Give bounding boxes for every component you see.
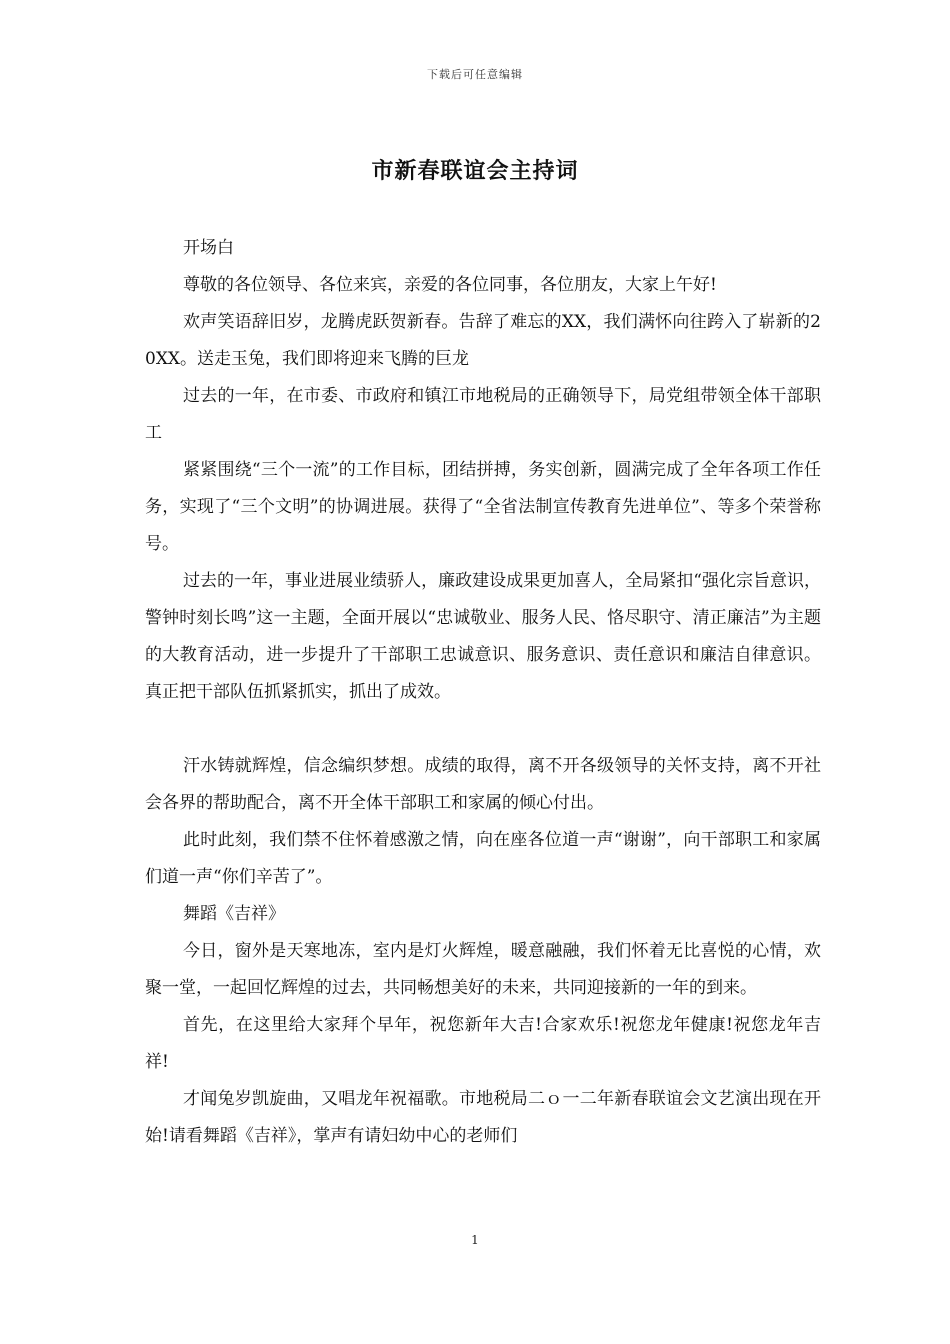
paragraph-opening: 开场白 bbox=[183, 238, 234, 258]
paragraph-work-goals: 紧紧围绕“三个一流”的工作目标，团结拼搏，务实创新，圆满完成了全年各项工作任务，实现了“三个文明”的协调进展。获得了“全省法制宣传教育先进单位”、等多个荣誉称号。 bbox=[145, 460, 821, 554]
page-header-note: 下载后可任意编辑 bbox=[427, 68, 523, 81]
paragraph-dance-title: 舞蹈《吉祥》 bbox=[183, 904, 285, 924]
page-number: 1 bbox=[471, 1233, 479, 1247]
paragraph-greeting: 尊敬的各位领导、各位来宾，亲爱的各位同事，各位朋友，大家上午好! bbox=[183, 275, 717, 295]
paragraph-past-year-leadership: 过去的一年，在市委、市政府和镇江市地税局的正确领导下，局党组带领全体干部职工 bbox=[145, 386, 821, 443]
paragraph-new-year: 欢声笑语辞旧岁，龙腾虎跃贺新春。告辞了难忘的XX，我们满怀向往跨入了崭新的20XX。送走玉兔，我们即将迎来飞腾的巨龙 bbox=[145, 312, 821, 369]
paragraph-show-start: 才闻兔岁凯旋曲，又唱龙年祝福歌。市地税局二ｏ一二年新春联谊会文艺演出现在开始!请看舞蹈《吉祥》，掌声有请妇幼中心的老师们 bbox=[145, 1089, 821, 1146]
paragraph-thanks: 此时此刻，我们禁不住怀着感激之情，向在座各位道一声“谢谢”，向干部职工和家属们道一声“你们辛苦了”。 bbox=[145, 830, 821, 887]
document-body bbox=[145, 230, 821, 1155]
paragraph-integrity-building: 过去的一年，事业进展业绩骄人，廉政建设成果更加喜人，全局紧扣“强化宗旨意识，警钟时刻长鸣”这一主题，全面开展以“忠诚敬业、服务人民、恪尽职守、清正廉洁”为主题的大教育活动，进一步提升了干部职工忠诚意识、服务意识、责任意识和廉洁自律意识。真正把干部队伍抓紧抓实，抓出了成效。 bbox=[145, 571, 821, 702]
paragraph-gathering: 今日，窗外是天寒地冻，室内是灯火辉煌，暖意融融，我们怀着无比喜悦的心情，欢聚一堂，一起回忆辉煌的过去，共同畅想美好的未来，共同迎接新的一年的到来。 bbox=[145, 941, 821, 998]
document-title: 市新春联谊会主持词 bbox=[371, 158, 579, 184]
paragraph-achievements: 汗水铸就辉煌，信念编织梦想。成绩的取得，离不开各级领导的关怀支持，离不开社会各界的帮助配合，离不开全体干部职工和家属的倾心付出。 bbox=[145, 756, 821, 813]
paragraph-blessings: 首先，在这里给大家拜个早年，祝您新年大吉!合家欢乐!祝您龙年健康!祝您龙年吉祥! bbox=[145, 1015, 821, 1072]
